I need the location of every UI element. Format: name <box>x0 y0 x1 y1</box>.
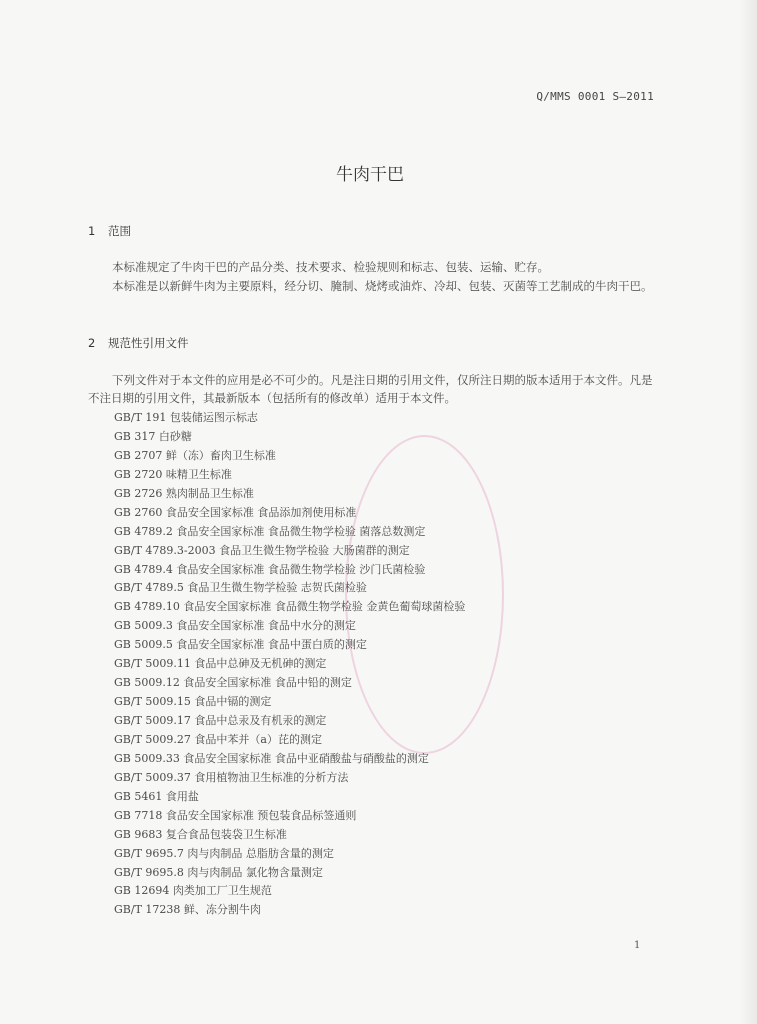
reference-item: GB/T 5009.15 食品中镉的测定 <box>114 695 272 709</box>
reference-item: GB 5461 食用盐 <box>114 789 199 803</box>
reference-item: GB 2760 食品安全国家标准 食品添加剂使用标准 <box>114 505 357 519</box>
reference-item: GB 7718 食品安全国家标准 预包装食品标签通则 <box>114 808 357 822</box>
reference-item: GB 4789.10 食品安全国家标准 食品微生物学检验 金黄色葡萄球菌检验 <box>114 600 466 614</box>
section-2-heading <box>88 335 189 351</box>
reference-list <box>114 409 465 920</box>
page-number: 1 <box>634 940 641 951</box>
section-2-number: 2 <box>88 336 96 350</box>
reference-item: GB/T 9695.8 肉与肉制品 氯化物含量测定 <box>114 865 323 879</box>
reference-item: GB 5009.5 食品安全国家标准 食品中蛋白质的测定 <box>114 638 367 652</box>
document-code: Q/MMS 0001 S—2011 <box>536 90 654 103</box>
reference-item: GB 5009.33 食品安全国家标准 食品中亚硝酸盐与硝酸盐的测定 <box>114 751 429 765</box>
section-2-intro: 下列文件对于本文件的应用是必不可少的。凡是注日期的引用文件，仅所注日期的版本适用于本文件。凡是不注日期的引用文件，其最新版本（包括所有的修改单）适用于本文件。 <box>88 373 653 405</box>
reference-item: GB/T 191 包装储运图示标志 <box>114 411 258 424</box>
reference-item: GB 2726 熟肉制品卫生标准 <box>114 486 254 500</box>
reference-item: GB 12694 肉类加工厂卫生规范 <box>114 884 272 898</box>
section-2-title: 规范性引用文件 <box>108 336 189 350</box>
reference-item: GB/T 9695.7 肉与肉制品 总脂肪含量的测定 <box>114 846 334 860</box>
reference-item: GB/T 5009.27 食品中苯并（a）芘的测定 <box>114 732 322 746</box>
section-1-paragraph-1: 本标准规定了牛肉干巴的产品分类、技术要求、检验规则和标志、包装、运输、贮存。 <box>112 260 549 274</box>
reference-item: GB/T 4789.5 食品卫生微生物学检验 志贺氏菌检验 <box>114 581 367 595</box>
reference-item: GB/T 4789.3-2003 食品卫生微生物学检验 大肠菌群的测定 <box>114 543 410 557</box>
section-1-heading <box>88 223 131 239</box>
reference-item: GB/T 5009.11 食品中总砷及无机砷的测定 <box>114 657 327 671</box>
section-1-number: 1 <box>88 224 96 238</box>
document-title: 牛肉干巴 <box>336 165 404 185</box>
reference-item: GB 9683 复合食品包装袋卫生标准 <box>114 827 287 841</box>
reference-item: GB/T 5009.17 食品中总汞及有机汞的测定 <box>114 714 327 727</box>
reference-item: GB/T 5009.37 食用植物油卫生标准的分析方法 <box>114 770 349 784</box>
scan-edge-shadow <box>739 0 757 1024</box>
reference-item: GB 2720 味精卫生标准 <box>114 467 232 481</box>
reference-item: GB 5009.12 食品安全国家标准 食品中铅的测定 <box>114 676 352 690</box>
section-1-title: 范围 <box>108 224 131 238</box>
reference-item: GB 4789.2 食品安全国家标准 食品微生物学检验 菌落总数测定 <box>114 524 426 538</box>
section-1-paragraph-2: 本标准是以新鲜牛肉为主要原料，经分切、腌制、烧烤或油炸、冷却、包装、灭菌等工艺制成的牛肉干巴。 <box>112 279 653 293</box>
reference-item: GB 317 白砂糖 <box>114 429 192 443</box>
reference-item: GB 4789.4 食品安全国家标准 食品微生物学检验 沙门氏菌检验 <box>114 562 426 576</box>
reference-item: GB 2707 鲜（冻）畜肉卫生标准 <box>114 448 276 462</box>
reference-item: GB 5009.3 食品安全国家标准 食品中水分的测定 <box>114 619 356 633</box>
reference-item: GB/T 17238 鲜、冻分割牛肉 <box>114 903 261 917</box>
